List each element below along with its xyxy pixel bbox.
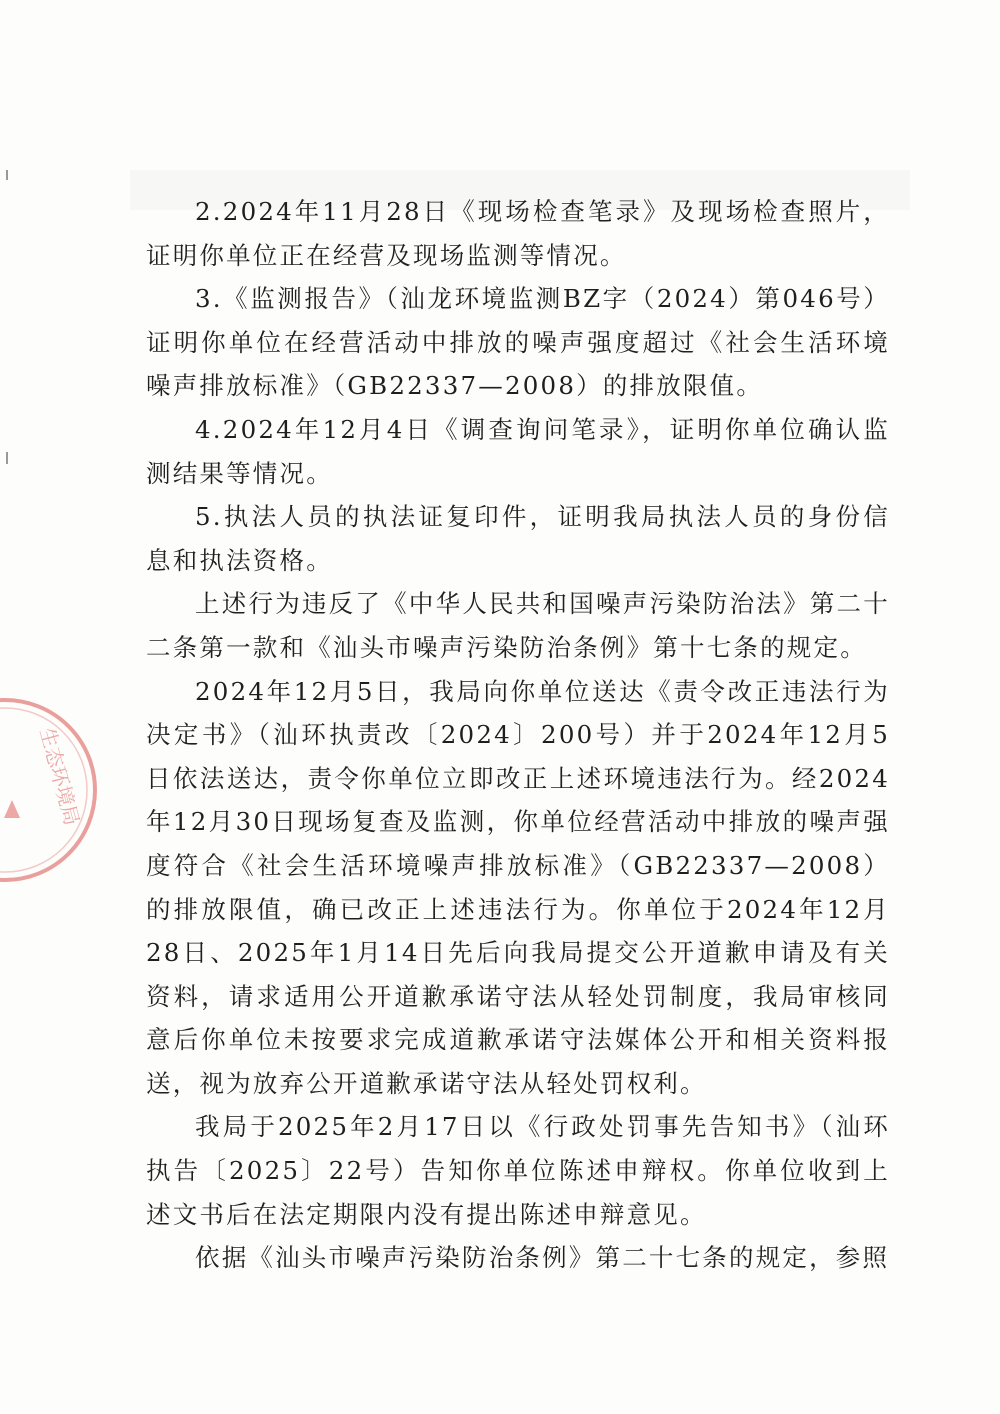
document-body	[146, 190, 890, 1280]
official-seal	[0, 690, 85, 900]
evidence-item-5: 5.执法人员的执法证复印件，证明我局执法人员的身份信息和执法资格。	[146, 502, 890, 575]
notice-paragraph: 我局于2025年2月17日以《行政处罚事先告知书》（汕环执告〔2025〕22号）告知你单位陈述申辩权。你单位收到上述文书后在法定期限内没有提出陈述申辩意见。	[146, 1112, 890, 1229]
svg-text:生态环境局: 生态环境局	[35, 725, 85, 828]
scan-mark	[6, 170, 8, 180]
evidence-item-2: 2.2024年11月28日《现场检查笔录》及现场检查照片，证明你单位正在经营及现场监测等情况。	[146, 197, 890, 270]
rectification-paragraph: 2024年12月5日，我局向你单位送达《责令改正违法行为决定书》（汕环执责改〔2024〕200号）并于2024年12月5日依法送达，责令你单位立即改正上述环境违法行为。经2024年12月30日现场复查及监测，你单位经营活动中排放的噪声强度符合《社会生活环境噪声排放标准》（GB22337—2008）的排放限值，确已改正上述违法行为。你单位于2024年12月28日、2025年1月14日先后向我局提交公开道歉申请及有关资料，请求适用公开道歉承诺守法从轻处罚制度，我局审核同意后你单位未按要求完成道歉承诺守法媒体公开和相关资料报送，视为放弃公开道歉承诺守法从轻处罚权利。	[146, 676, 891, 1098]
scan-mark	[6, 452, 8, 464]
violation-paragraph: 上述行为违反了《中华人民共和国噪声污染防治法》第二十二条第一款和《汕头市噪声污染防治条例》第十七条的规定。	[146, 589, 890, 662]
legal-basis-paragraph: 依据《汕头市噪声污染防治条例》第二十七条的规定，参照	[195, 1243, 890, 1273]
evidence-item-3: 3.《监测报告》（汕龙环境监测BZ字（2024）第046号）证明你单位在经营活动中排放的噪声强度超过《社会生活环境噪声排放标准》（GB22337—2008）的排放限值。	[146, 284, 890, 401]
evidence-item-4: 4.2024年12月4日《调查询问笔录》，证明你单位确认监测结果等情况。	[146, 414, 890, 488]
